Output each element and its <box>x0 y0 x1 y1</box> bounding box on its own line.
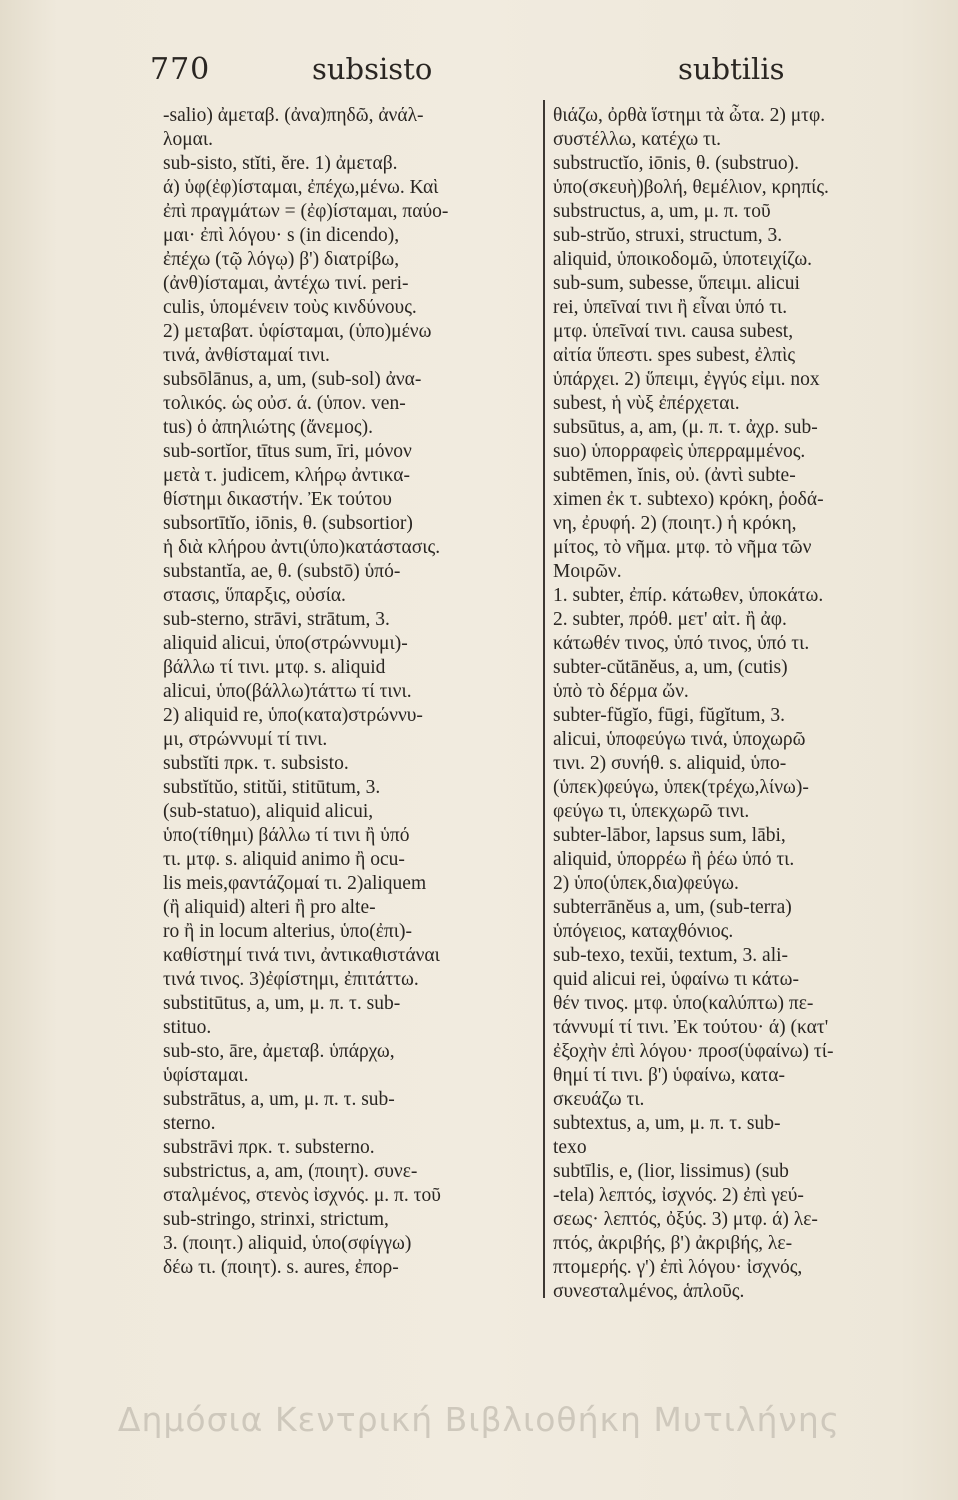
entry-line: φεύγω τι, ὑπεκχωρῶ τινι. <box>553 801 750 822</box>
entry-line: lis meis,φαντάζομαί τι. 2)aliquem <box>163 873 427 894</box>
entry-line: μετὰ τ. judicem, κλήρῳ ἀντικα- <box>163 465 410 486</box>
entry-line: 2) ὑπο(ὑπεκ,δια)φεύγω. <box>553 873 739 894</box>
entry-line: suo) ὑπορραφεὶς ὑπερραμμένος. <box>553 441 806 462</box>
entry-line: substructĭo, iōnis, θ. (substruo). <box>553 153 800 174</box>
entry-line: μτφ. ὑπεῖναί τινι. causa subest, <box>553 321 794 342</box>
entry-line: βάλλω τί τινι. μτφ. s. aliquid <box>163 657 386 678</box>
entry-line: συνεσταλμένος, ἁπλοῦς. <box>553 1281 745 1302</box>
entry-line: λομαι. <box>163 129 213 150</box>
entry-line: subtīlis, e, (lior, lissimus) (sub <box>553 1161 789 1182</box>
entry-line: sub-sortĭor, tītus sum, īri, μόνον <box>163 441 412 462</box>
entry-line: (sub-statuo), aliquid alicui, <box>163 801 374 822</box>
entry-line: sub-sterno, strāvi, strātum, 3. <box>163 609 390 630</box>
entry-line: δέω τι. (ποιητ). s. aures, ἐπορ- <box>163 1257 399 1278</box>
left-column <box>163 104 535 1280</box>
running-headword-left: subsisto <box>312 52 433 86</box>
entry-line: (ὑπεκ)φεύγω, ὑπεκ(τρέχω,λίνω)- <box>553 777 809 798</box>
entry-line: πτομερής. γ') ἐπὶ λόγου· ἰσχνός, <box>553 1257 803 1278</box>
entry-line: tus) ὁ ἀπηλιώτης (ἄνεμος). <box>163 417 373 438</box>
entry-line: ὑπάρχει. 2) ὕπειμι, ἐγγύς εἰμι. nox <box>553 369 820 390</box>
entry-line: subsūtus, a, am, (μ. π. τ. ἀχρ. sub- <box>553 417 818 438</box>
entry-line: subtēmen, ĭnis, οὐ. (ἀντὶ subte- <box>553 465 796 486</box>
page-header <box>150 52 790 96</box>
entry-line: στασις, ὕπαρξις, οὐσία. <box>163 585 346 606</box>
entry-line: sterno. <box>163 1113 216 1134</box>
entry-line: μίτος, τὸ νῆμα. μτφ. τὸ νῆμα τῶν <box>553 537 812 558</box>
entry-line: aliquid, ὑποικοδομῶ, ὑποτειχίζω. <box>553 249 813 270</box>
entry-line: ἐξοχὴν ἐπὶ λόγου· προσ(ὑφαίνω) τί- <box>553 1041 834 1062</box>
entry-line: (ἢ aliquid) alteri ἢ pro alte- <box>163 897 376 918</box>
entry-line: κάτωθέν τινος, ὑπό τινος, ὑπό τι. <box>553 633 810 654</box>
entry-line: συστέλλω, κατέχω τι. <box>553 129 721 150</box>
running-headword-right: subtilis <box>678 52 785 86</box>
entry-line: substrāvi πρκ. τ. substerno. <box>163 1137 375 1158</box>
entry-line: 2) aliquid re, ὑπο(κατα)στρώννυ- <box>163 705 423 726</box>
entry-line: subter-cŭtānĕus, a, um, (cutis) <box>553 657 788 678</box>
entry-line: ἐπὶ πραγμάτων = (ἐφ)ίσταμαι, παύο- <box>163 201 449 222</box>
entry-line: ὑφίσταμαι. <box>163 1065 249 1086</box>
entry-line: substrictus, a, am, (ποιητ). συνε- <box>163 1161 418 1182</box>
entry-line: ά) ὑφ(ἐφ)ίσταμαι, ἐπέχω,μένω. Καὶ <box>163 177 439 198</box>
library-watermark: Δημόσια Κεντρική Βιβλιοθήκη Μυτιλήνης <box>117 1400 841 1439</box>
entry-line: subterrānĕus a, um, (sub-terra) <box>553 897 792 918</box>
entry-line: 2) μεταβατ. ὑφίσταμαι, (ὑπο)μένω <box>163 321 432 342</box>
column-divider <box>543 100 545 1298</box>
entry-line: θέν τινος. μτφ. ὑπο(καλύπτω) πε- <box>553 993 814 1014</box>
entry-line: ἡ διὰ κλήρου ἀντι(ὑπο)κατάστασις. <box>163 537 441 558</box>
entry-line: sub-sto, āre, ἀμεταβ. ὑπάρχω, <box>163 1041 395 1062</box>
entry-line: sub-sum, subesse, ὕπειμι. alicui <box>553 273 800 294</box>
entry-line: καθίστημί τινά τινι, ἀντικαθιστάναι <box>163 945 440 966</box>
entry-line: τολικός. ὡς οὐσ. ά. (ὑπον. ven- <box>163 393 406 414</box>
entry-line: -tela) λεπτός, ἰσχνός. 2) ἐπὶ γεύ- <box>553 1185 804 1206</box>
entry-line: substĭtŭo, stitŭi, stitūtum, 3. <box>163 777 381 798</box>
entry-line: alicui, ὑπο(βάλλω)τάττω τί τινι. <box>163 681 412 702</box>
entry-line: τάννυμί τί τινι. Ἐκ τούτου· ά) (κατ' <box>553 1017 829 1038</box>
entry-line: τι. μτφ. s. aliquid animo ἢ ocu- <box>163 849 405 870</box>
entry-line: θίστημι δικαστήν. Ἐκ τούτου <box>163 489 392 510</box>
entry-line: substantĭa, ae, θ. (substō) ὑπό- <box>163 561 401 582</box>
entry-line: subest, ἡ νὺξ ἐπέρχεται. <box>553 393 740 414</box>
entry-line: (ἀνθ)ίσταμαι, ἀντέχω τινί. peri- <box>163 273 409 294</box>
entry-line: τινά τινος. 3)ἐφίστημι, ἐπιτάττω. <box>163 969 419 990</box>
entry-line: aliquid alicui, ὑπο(στρώννυμι)- <box>163 633 408 654</box>
entry-line: substitūtus, a, um, μ. π. τ. sub- <box>163 993 401 1014</box>
entry-line: substrātus, a, um, μ. π. τ. sub- <box>163 1089 395 1110</box>
entry-line: sub-texo, texŭi, textum, 3. ali- <box>553 945 789 966</box>
entry-line: sub-stringo, strinxi, strictum, <box>163 1209 389 1230</box>
entry-line: ὑπο(τίθημι) βάλλω τί τινι ἢ ὑπό <box>163 825 410 846</box>
page-number: 770 <box>150 52 211 87</box>
entry-line: subter-fŭgĭo, fūgi, fŭgĭtum, 3. <box>553 705 785 726</box>
entry-line: ximen ἐκ τ. subtexo) κρόκη, ῥοδά- <box>553 489 824 510</box>
entry-line: substĭti πρκ. τ. subsisto. <box>163 753 349 774</box>
entry-line: alicui, ὑποφεύγω τινά, ὑποχωρῶ <box>553 729 806 750</box>
entry-line: τινά, ἀνθίσταμαί τινι. <box>163 345 330 366</box>
entry-line: νη, ἐρυφή. 2) (ποιητ.) ἡ κρόκη, <box>553 513 797 534</box>
entry-line: ὑπὸ τὸ δέρμα ὤν. <box>553 681 689 702</box>
entry-line: 3. (ποιητ.) aliquid, ὑπο(σφίγγω) <box>163 1233 412 1254</box>
entry-line: subsōlānus, a, um, (sub-sol) ἀνα- <box>163 369 422 390</box>
entry-line: 1. subter, ἐπίρ. κάτωθεν, ὑποκάτω. <box>553 585 824 606</box>
entry-line: σεως· λεπτός, ὀξύς. 3) μτφ. ά) λε- <box>553 1209 818 1230</box>
entry-line: 2. subter, πρόθ. μετ' αἰτ. ἢ ἀφ. <box>553 609 787 630</box>
entry-line: subter-lābor, lapsus sum, lābi, <box>553 825 786 846</box>
entry-line: stituo. <box>163 1017 212 1038</box>
entry-line: culis, ὑπομένειν τοὺς κινδύνους. <box>163 297 417 318</box>
entry-line: quid alicui rei, ὑφαίνω τι κάτω- <box>553 969 799 990</box>
entry-line: θιάζω, ὀρθὰ ἵστημι τὰ ὦτα. 2) μτφ. <box>553 105 826 126</box>
entry-line: aliquid, ὑπορρέω ἢ ῥέω ὑπό τι. <box>553 849 795 870</box>
entry-line: subtextus, a, um, μ. π. τ. sub- <box>553 1113 781 1134</box>
entry-line: ὑπο(σκευὴ)βολή, θεμέλιον, κρηπίς. <box>553 177 829 198</box>
right-column <box>553 104 933 1304</box>
entry-line: τινι. 2) συνήθ. s. aliquid, ὑπο- <box>553 753 787 774</box>
entry-line: πτός, ἀκριβής, β') ἀκριβής, λε- <box>553 1233 793 1254</box>
entry-line: ὑπόγειος, καταχθόνιος. <box>553 921 734 942</box>
entry-line: substructus, a, um, μ. π. τοῦ <box>553 201 771 222</box>
entry-line: ro ἢ in locum alterius, ὑπο(ἐπι)- <box>163 921 413 942</box>
entry-line: μι, στρώννυμί τί τινι. <box>163 729 328 750</box>
entry-line: texo <box>553 1137 587 1158</box>
entry-line: ἐπέχω (τῷ λόγῳ) β') διατρίβω, <box>163 249 400 270</box>
entry-line: sub-strŭo, struxi, structum, 3. <box>553 225 783 246</box>
entry-line: rei, ὑπεῖναί τινι ἢ εἶναι ὑπό τι. <box>553 297 788 318</box>
entry-line: σταλμένος, στενὸς ἰσχνός. μ. π. τοῦ <box>163 1185 441 1206</box>
entry-line: σκευάζω τι. <box>553 1089 645 1110</box>
entry-line: Μοιρῶν. <box>553 561 622 582</box>
entry-line: sub-sisto, stĭti, ĕre. 1) ἀμεταβ. <box>163 153 398 174</box>
entry-line: θημί τί τινι. β') ὑφαίνω, κατα- <box>553 1065 785 1086</box>
entry-line: μαι· ἐπὶ λόγου· s (in dicendo), <box>163 225 400 246</box>
entry-line: -salio) ἀμεταβ. (ἀνα)πηδῶ, ἀνάλ- <box>163 105 424 126</box>
entry-line: subsortītĭo, iōnis, θ. (subsortior) <box>163 513 413 534</box>
entry-line: αἰτία ὕπεστι. spes subest, ἐλπὶς <box>553 345 796 366</box>
